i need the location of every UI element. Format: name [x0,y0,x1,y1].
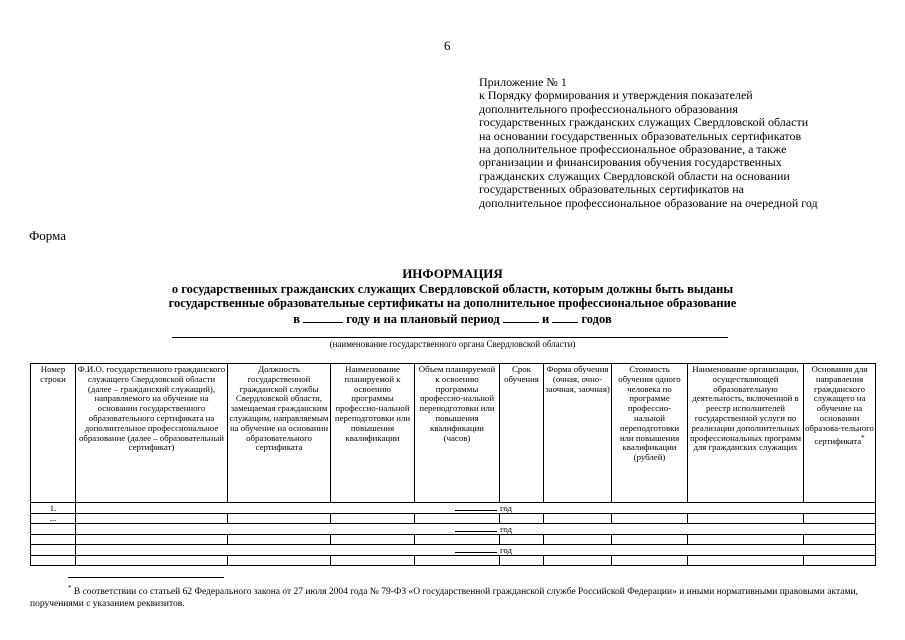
footnote-mark: * [68,584,72,592]
table-cell [544,514,612,524]
table-cell [331,535,415,545]
table-cell [688,556,804,566]
footnote-text: В соответствии со статьей 62 Федерального закона от 27 июля 2004 года № 79-ФЗ «О государственной гражданской службе Российской Федерации» и иными нормативными правовыми актами, поручениями с указанием реквизитов. [30,587,858,609]
footnote [30,583,880,610]
table-row [31,556,876,566]
title-word-and: и [541,311,550,326]
title-word-in: в [293,311,301,326]
table-cell [612,514,688,524]
table-cell [804,556,876,566]
annex-line: гражданских служащих Свердловской области на основании [479,168,790,183]
table-cell [688,514,804,524]
table-cell [804,514,876,524]
table-cell [31,556,76,566]
year-cell [76,503,876,514]
year-blank [303,311,343,323]
table-row [31,524,876,535]
annex-line: на основании государственных образовательных сертификатов [479,128,802,143]
table-cell [31,545,76,556]
plan-year-blank-2 [552,311,578,323]
table-cell [331,514,415,524]
table-cell [804,535,876,545]
col-header: Номер строки [31,364,76,503]
title-line-1: о государственных гражданских служащих Свердловской области, которым должны быть выданы [171,281,734,296]
table-row [31,514,876,524]
annex-line: дополнительного профессионального образования [479,101,738,116]
year-blank [455,503,497,511]
table-cell [76,535,228,545]
table-cell [76,514,228,524]
col-header: Должность государственной гражданской службы Свердловской области, замещаемая гражданским служащим, направляемым на обучение на основании образовательного сертификата [228,364,331,503]
table-cell [544,535,612,545]
title-word-year: году и на плановый период [346,311,500,326]
title-line-3 [0,311,905,327]
year-cell [76,524,876,535]
col-header-text: Основания для направления гражданского служащего на обучение на основании образова-тельного сертификата [805,364,874,446]
year-label: год [500,545,513,555]
table-cell [228,535,331,545]
title-line-2: государственные образовательные сертификаты на дополнительное профессиональное образование [168,296,737,311]
year-label: год [500,503,513,513]
table-row [31,503,876,514]
col-header: Стоимость обучения одного человека по программе профессио-нальной переподготовки или повышения квалификации (рублей) [612,364,688,503]
table-cell [500,535,544,545]
table-cell [76,556,228,566]
plan-year-blank-1 [503,311,539,323]
annex-line: государственных образовательных сертификатов на [479,182,744,197]
annex-line: на дополнительное профессиональное образование, а также [479,142,787,157]
table-cell [415,514,500,524]
document-title [0,267,905,326]
row-number: ... [31,514,76,524]
footnote-separator [68,577,224,578]
table-row [31,535,876,545]
annex-line: Приложение № 1 [479,75,567,89]
table-row [31,545,876,556]
table-cell [500,556,544,566]
year-label: год [500,524,513,534]
col-header: Форма обучения (очная, очно-заочная, заочная) [544,364,612,503]
title-word-years: годов [581,311,612,326]
table-cell [228,556,331,566]
annex-line: дополнительное профессиональное образование на очередной год [479,195,818,210]
table-cell [415,535,500,545]
annex-line: организации и финансирования обучения государственных [479,155,782,170]
org-name-caption: (наименование государственного органа Свердловской области) [329,339,576,349]
col-header: Наименование организации, осуществляющей образовательную деятельность, включенной в реестр исполнителей государственной услуги по реализации дополнительных профессиональных программ для гражданских служащих [688,364,804,503]
col-header: Наименование планируемой к освоению программы профессио-нальной переподготовки или повышения квалификации [331,364,415,503]
col-header: Объем планируемой к освоению программы профессио-нальной переподготовки или повышения квалификации (часов) [415,364,500,503]
year-blank [455,545,497,553]
table-cell [612,556,688,566]
col-header: Ф.И.О. государственного гражданского служащего Свердловской области (далее – гражданский служащий), направляемого на обучение на основании государственного образовательного сертификата на дополнительное профессиональное образование (далее – образовательный сертификат) [76,364,228,503]
annex-line: государственных гражданских служащих Свердловской области [479,115,809,130]
page-number: 6 [444,38,451,53]
table-cell [31,524,76,535]
table-cell [228,514,331,524]
row-number: 1. [31,503,76,514]
year-blank [455,524,497,532]
table-cell [331,556,415,566]
table-cell [688,535,804,545]
col-header [804,364,876,503]
annex-line: к Порядку формирования и утверждения показателей [479,88,753,103]
annex-header [479,76,899,210]
title-main: ИНФОРМАЦИЯ [402,266,503,281]
table-cell [415,556,500,566]
col-header: Срок обучения [500,364,544,503]
footnote-mark: * [861,433,865,442]
table-cell [31,535,76,545]
table-cell [544,556,612,566]
form-label: Форма [29,228,66,243]
info-table [30,363,876,566]
table-cell [612,535,688,545]
year-cell [76,545,876,556]
table-cell [500,514,544,524]
table-header-row [31,364,876,503]
org-name-line [172,337,728,338]
